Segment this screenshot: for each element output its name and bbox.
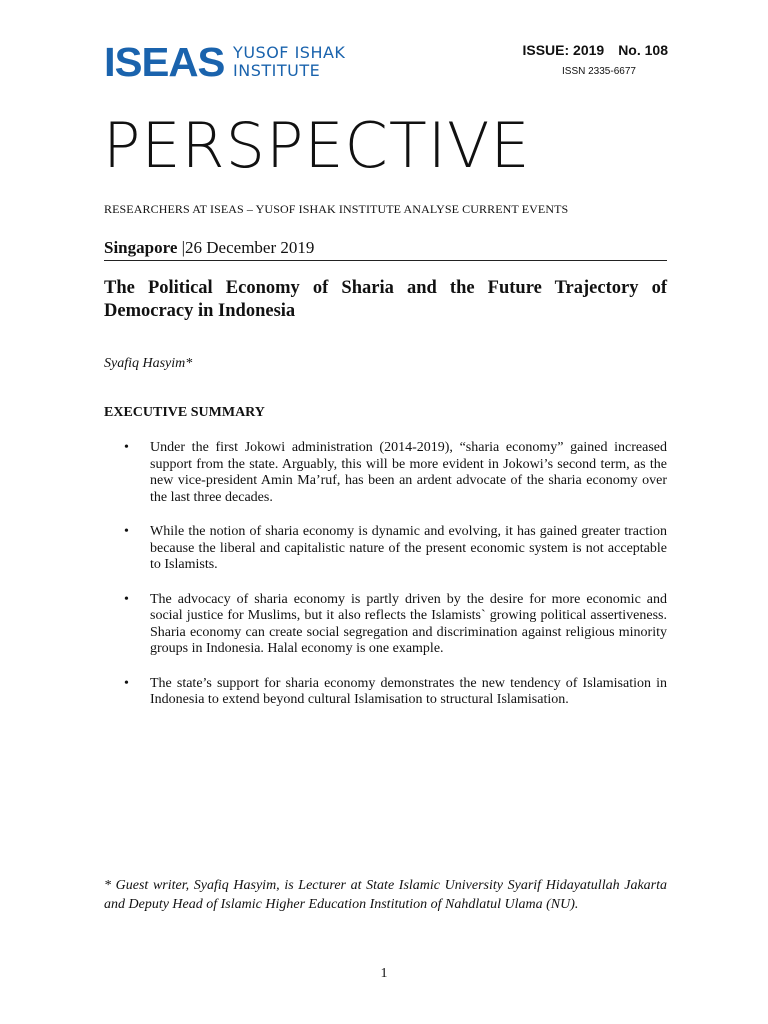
iseas-logo [104, 39, 346, 85]
issue-info [522, 42, 668, 58]
logo-mark: ISEAS [104, 39, 225, 85]
summary-item [104, 592, 667, 658]
summary-item [104, 524, 667, 574]
summary-item [104, 440, 667, 506]
logo-subtitle [233, 44, 345, 80]
summary-item-text: Under the first Jokowi administration (2014-2019), “sharia economy” gained increased support from the state. Arguably, this will be more evident in Jokowi’s second term, as the new vice-president Amin Ma’ruf, has been an ardent advocate of the sharia economy over the last three decades. [150, 440, 667, 505]
summary-item [104, 676, 667, 709]
dateline-date: |26 December 2019 [181, 238, 315, 257]
summary-list [104, 440, 667, 727]
author: Syafiq Hasyim* [104, 356, 193, 371]
summary-item-text: The advocacy of sharia economy is partly driven by the desire for more economic and social justice for Muslims, but it also reflects the Islamists` growing political assertiveness. Sharia economy can create social segregation and discrimination against religious minority groups in Indonesia. Halal economy is one example. [150, 591, 667, 656]
executive-summary-heading: EXECUTIVE SUMMARY [104, 405, 265, 420]
bullet-icon: • [124, 675, 129, 691]
logo-line-2: INSTITUTE [233, 61, 321, 80]
article-title: The Political Economy of Sharia and the Future Trajectory of Democracy in Indonesia [104, 278, 667, 321]
dateline-place: Singapore [104, 238, 178, 257]
dateline [104, 238, 667, 261]
summary-item-text: The state’s support for sharia economy demonstrates the new tendency of Islamisation in Indonesia to extend beyond cultural Islamisation to structural Islamisation. [150, 675, 667, 707]
publication-title: PERSPECTIVE [103, 109, 531, 182]
bullet-icon: • [124, 524, 129, 539]
bullet-icon: • [124, 591, 129, 607]
issue-label: ISSUE: 2019 [522, 42, 605, 58]
tagline: RESEARCHERS AT ISEAS – YUSOF ISHAK INSTITUTE ANALYSE CURRENT EVENTS [104, 202, 569, 216]
logo-line-1: YUSOF ISHAK [233, 43, 346, 62]
footnote: * Guest writer, Syafiq Hasyim, is Lecturer at State Islamic University Syarif Hidayatullah Jakarta and Deputy Head of Islamic Higher Education Institution of Nahdlatul Ulama (NU). [104, 878, 667, 912]
issn: ISSN 2335-6677 [562, 66, 636, 77]
summary-item-text: While the notion of sharia economy is dynamic and evolving, it has gained greater traction because the liberal and capitalistic nature of the present economic system is not acceptable to Islamists. [150, 524, 667, 572]
issue-number: No. 108 [618, 42, 668, 58]
bullet-icon: • [124, 440, 129, 455]
page-number: 1 [380, 966, 388, 981]
